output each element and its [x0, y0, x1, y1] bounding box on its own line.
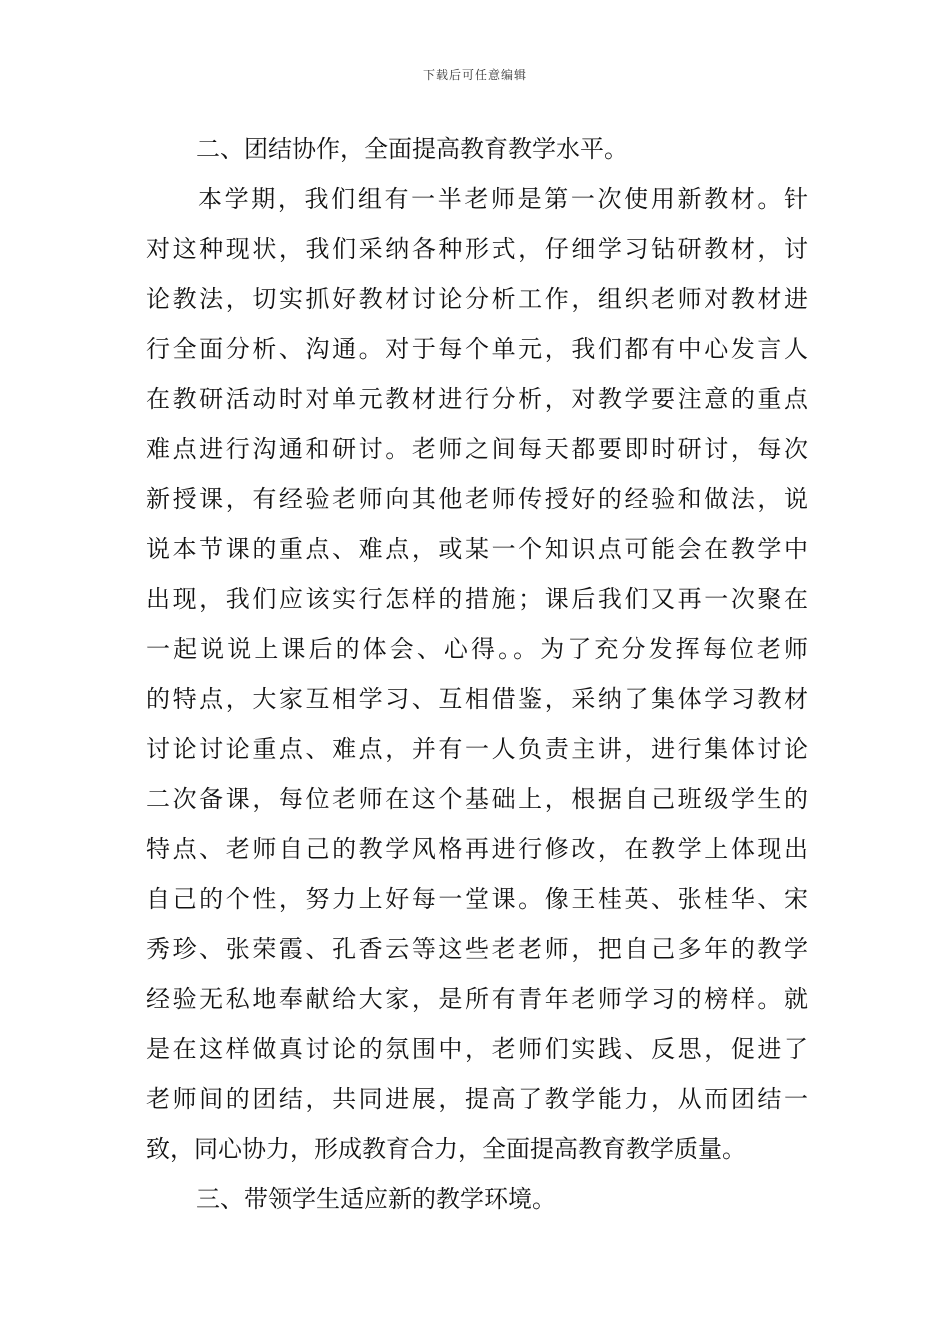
paragraph-line: 是在这样做真讨论的氛围中，老师们实践、反思，促进了	[146, 1035, 808, 1063]
section-heading-2: 二、团结协作，全面提高教育教学水平。	[196, 135, 628, 163]
paragraph-line: 出现，我们应该实行怎样的措施；课后我们又再一次聚在	[146, 585, 808, 613]
section-2-paragraph	[146, 174, 808, 1174]
paragraph-line: 自己的个性，努力上好每一堂课。像王桂英、张桂华、宋	[146, 885, 808, 913]
paragraph-line: 秀珍、张荣霞、孔香云等这些老老师，把自己多年的教学	[146, 935, 808, 963]
paragraph-line: 行全面分析、沟通。对于每个单元，我们都有中心发言人	[146, 335, 808, 363]
document-body	[146, 124, 808, 1224]
paragraph-line: 本学期，我们组有一半老师是第一次使用新教材。针	[198, 185, 808, 213]
section-heading-3: 三、带领学生适应新的教学环境。	[196, 1185, 556, 1213]
paragraph-line: 对这种现状，我们采纳各种形式，仔细学习钻研教材，讨	[146, 235, 808, 263]
paragraph-line: 新授课，有经验老师向其他老师传授好的经验和做法，说	[146, 485, 808, 513]
paragraph-line: 特点、老师自己的教学风格再进行修改，在教学上体现出	[146, 835, 808, 863]
paragraph-line: 一起说说上课后的体会、心得。。为了充分发挥每位老师	[146, 635, 808, 663]
paragraph-line: 说本节课的重点、难点，或某一个知识点可能会在教学中	[146, 535, 808, 563]
paragraph-line: 二次备课，每位老师在这个基础上，根据自己班级学生的	[146, 785, 808, 813]
paragraph-line: 论教法，切实抓好教材讨论分析工作，组织老师对教材进	[146, 285, 808, 313]
paragraph-line: 的特点，大家互相学习、互相借鉴，采纳了集体学习教材	[146, 685, 808, 713]
paragraph-line: 在教研活动时对单元教材进行分析，对教学要注意的重点	[146, 385, 808, 413]
paragraph-line: 经验无私地奉献给大家，是所有青年老师学习的榜样。就	[146, 985, 808, 1013]
header-note: 下载后可任意编辑	[422, 68, 527, 82]
paragraph-line: 致，同心协力，形成教育合力，全面提高教育教学质量。	[146, 1135, 746, 1163]
paragraph-line: 难点进行沟通和研讨。老师之间每天都要即时研讨，每次	[146, 435, 808, 463]
paragraph-line: 老师间的团结，共同进展，提高了教学能力，从而团结一	[146, 1085, 808, 1113]
paragraph-line: 讨论讨论重点、难点，并有一人负责主讲，进行集体讨论	[146, 735, 808, 763]
